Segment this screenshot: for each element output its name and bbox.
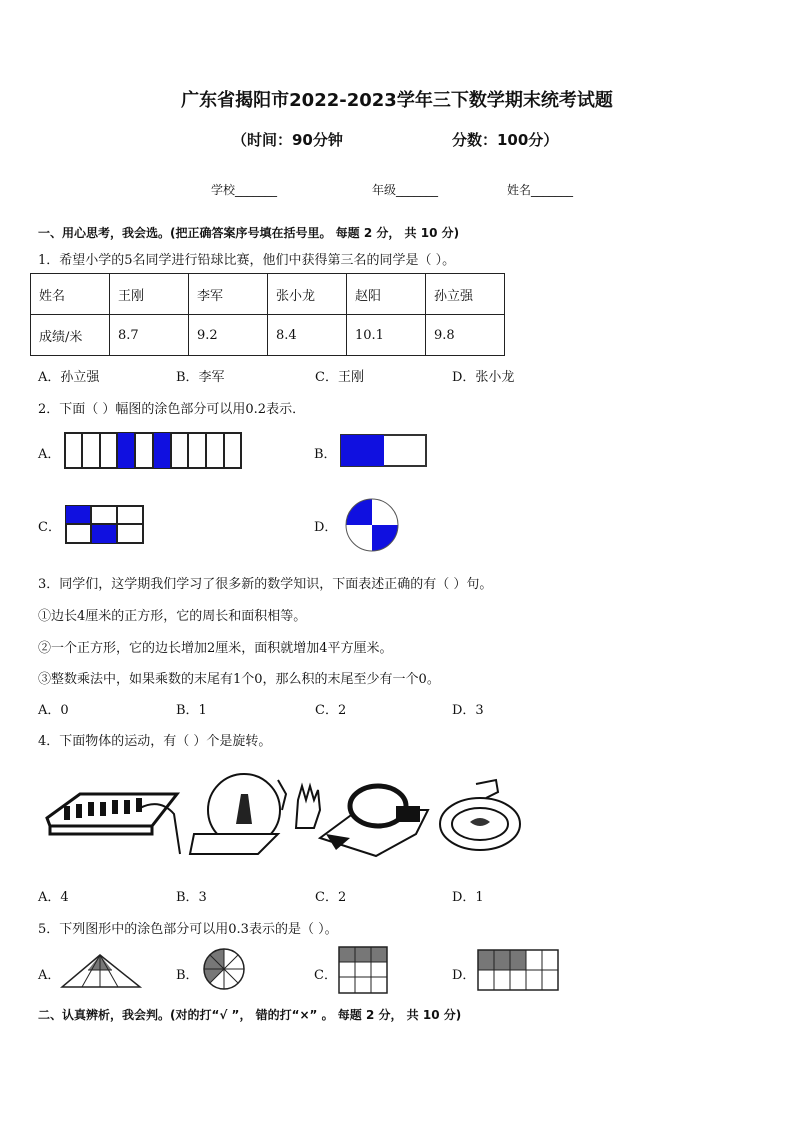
table-cell: 孙立强: [426, 274, 505, 315]
school-field: 学校_______: [211, 183, 278, 197]
q5-figure-c: [338, 946, 390, 996]
table-cell: 8.7: [110, 315, 189, 356]
q4-option-c: C．2: [315, 890, 347, 905]
q5-label-d: D．: [452, 968, 476, 983]
question-3: 3．同学们，这学期我们学习了很多新的数学知识，下面表述正确的有（ ）句。: [38, 577, 493, 592]
section-1-heading: 一、用心思考，我会选。(把正确答案序号填在括号里。 每题 2 分， 共 10 分): [38, 226, 460, 240]
q3-option-b: B．1: [176, 703, 207, 718]
table-cell: 赵阳: [347, 274, 426, 315]
exam-time: （时间：90分钟: [232, 131, 343, 149]
steering-wheel-image: [316, 776, 432, 860]
q5-label-a: A．: [38, 968, 61, 983]
name-field: 姓名_______: [507, 183, 574, 197]
q4-option-b: B．3: [176, 890, 207, 905]
q2-figure-d: [344, 496, 400, 554]
table-cell: 8.4: [268, 315, 347, 356]
question-5: 5．下列图形中的涂色部分可以用0.3表示的是（ ）。: [38, 922, 338, 937]
q4-option-d: D．1: [452, 890, 484, 905]
q5-label-c: C．: [314, 968, 337, 983]
question-4: 4．下面物体的运动，有（ ）个是旋转。: [38, 734, 272, 749]
section-2-heading: 二、认真辨析，我会判。(对的打“√ ”， 错的打“×” 。 每题 2 分， 共 10 分): [38, 1008, 462, 1022]
q3-option-a: A．0: [38, 703, 69, 718]
score-table: [30, 273, 505, 356]
q2-label-d: D．: [314, 520, 338, 535]
question-1: 1．希望小学的5名同学进行铅球比赛，他们中获得第三名的同学是（ ）。: [38, 253, 456, 268]
q5-figure-b: [200, 947, 248, 991]
grade-field: 年级_______: [372, 183, 439, 197]
exam-score: 分数：100分）: [452, 131, 559, 149]
q3-option-c: C．2: [315, 703, 347, 718]
q2-figure-c: [65, 505, 145, 545]
q1-option-a: A．孙立强: [38, 370, 100, 385]
q1-option-c: C．王刚: [315, 370, 364, 385]
table-cell: 成绩/米: [31, 315, 110, 356]
q2-label-c: C．: [38, 520, 61, 535]
question-2: 2．下面（ ）幅图的涂色部分可以用0.2表示．: [38, 402, 306, 417]
table-cell: 10.1: [347, 315, 426, 356]
table-cell: 姓名: [31, 274, 110, 315]
q1-option-d: D．张小龙: [452, 370, 515, 385]
q2-figure-b: [340, 434, 428, 468]
q2-label-b: B．: [314, 447, 337, 462]
q3-statement-1: ①边长4厘米的正方形，它的周长和面积相等。: [38, 609, 307, 624]
q5-label-b: B．: [176, 968, 199, 983]
q5-figure-d: [477, 949, 561, 993]
table-cell: 张小龙: [268, 274, 347, 315]
table-cell: 9.2: [189, 315, 268, 356]
q2-label-a: A．: [38, 447, 61, 462]
q3-statement-3: ③整数乘法中，如果乘数的末尾有1个0，那么积的末尾至少有一个0。: [38, 672, 440, 687]
table-cell: 李军: [189, 274, 268, 315]
plasma-globe-image: [186, 770, 296, 862]
q3-statement-2: ②一个正方形，它的边长增加2厘米，面积就增加4平方厘米。: [38, 641, 393, 656]
q1-option-b: B．李军: [176, 370, 225, 385]
table-cell: 王刚: [110, 274, 189, 315]
q2-figure-a: [64, 432, 244, 470]
table-cell: 9.8: [426, 315, 505, 356]
q4-option-a: A．4: [38, 890, 69, 905]
q3-option-d: D．3: [452, 703, 484, 718]
table-row: [31, 315, 505, 356]
sink-image: [436, 778, 526, 860]
table-row: [31, 274, 505, 315]
q5-figure-a: [60, 952, 144, 990]
page-title: 广东省揭阳市2022-2023学年三下数学期末统考试题: [181, 90, 613, 111]
abacus-image: [42, 768, 182, 860]
